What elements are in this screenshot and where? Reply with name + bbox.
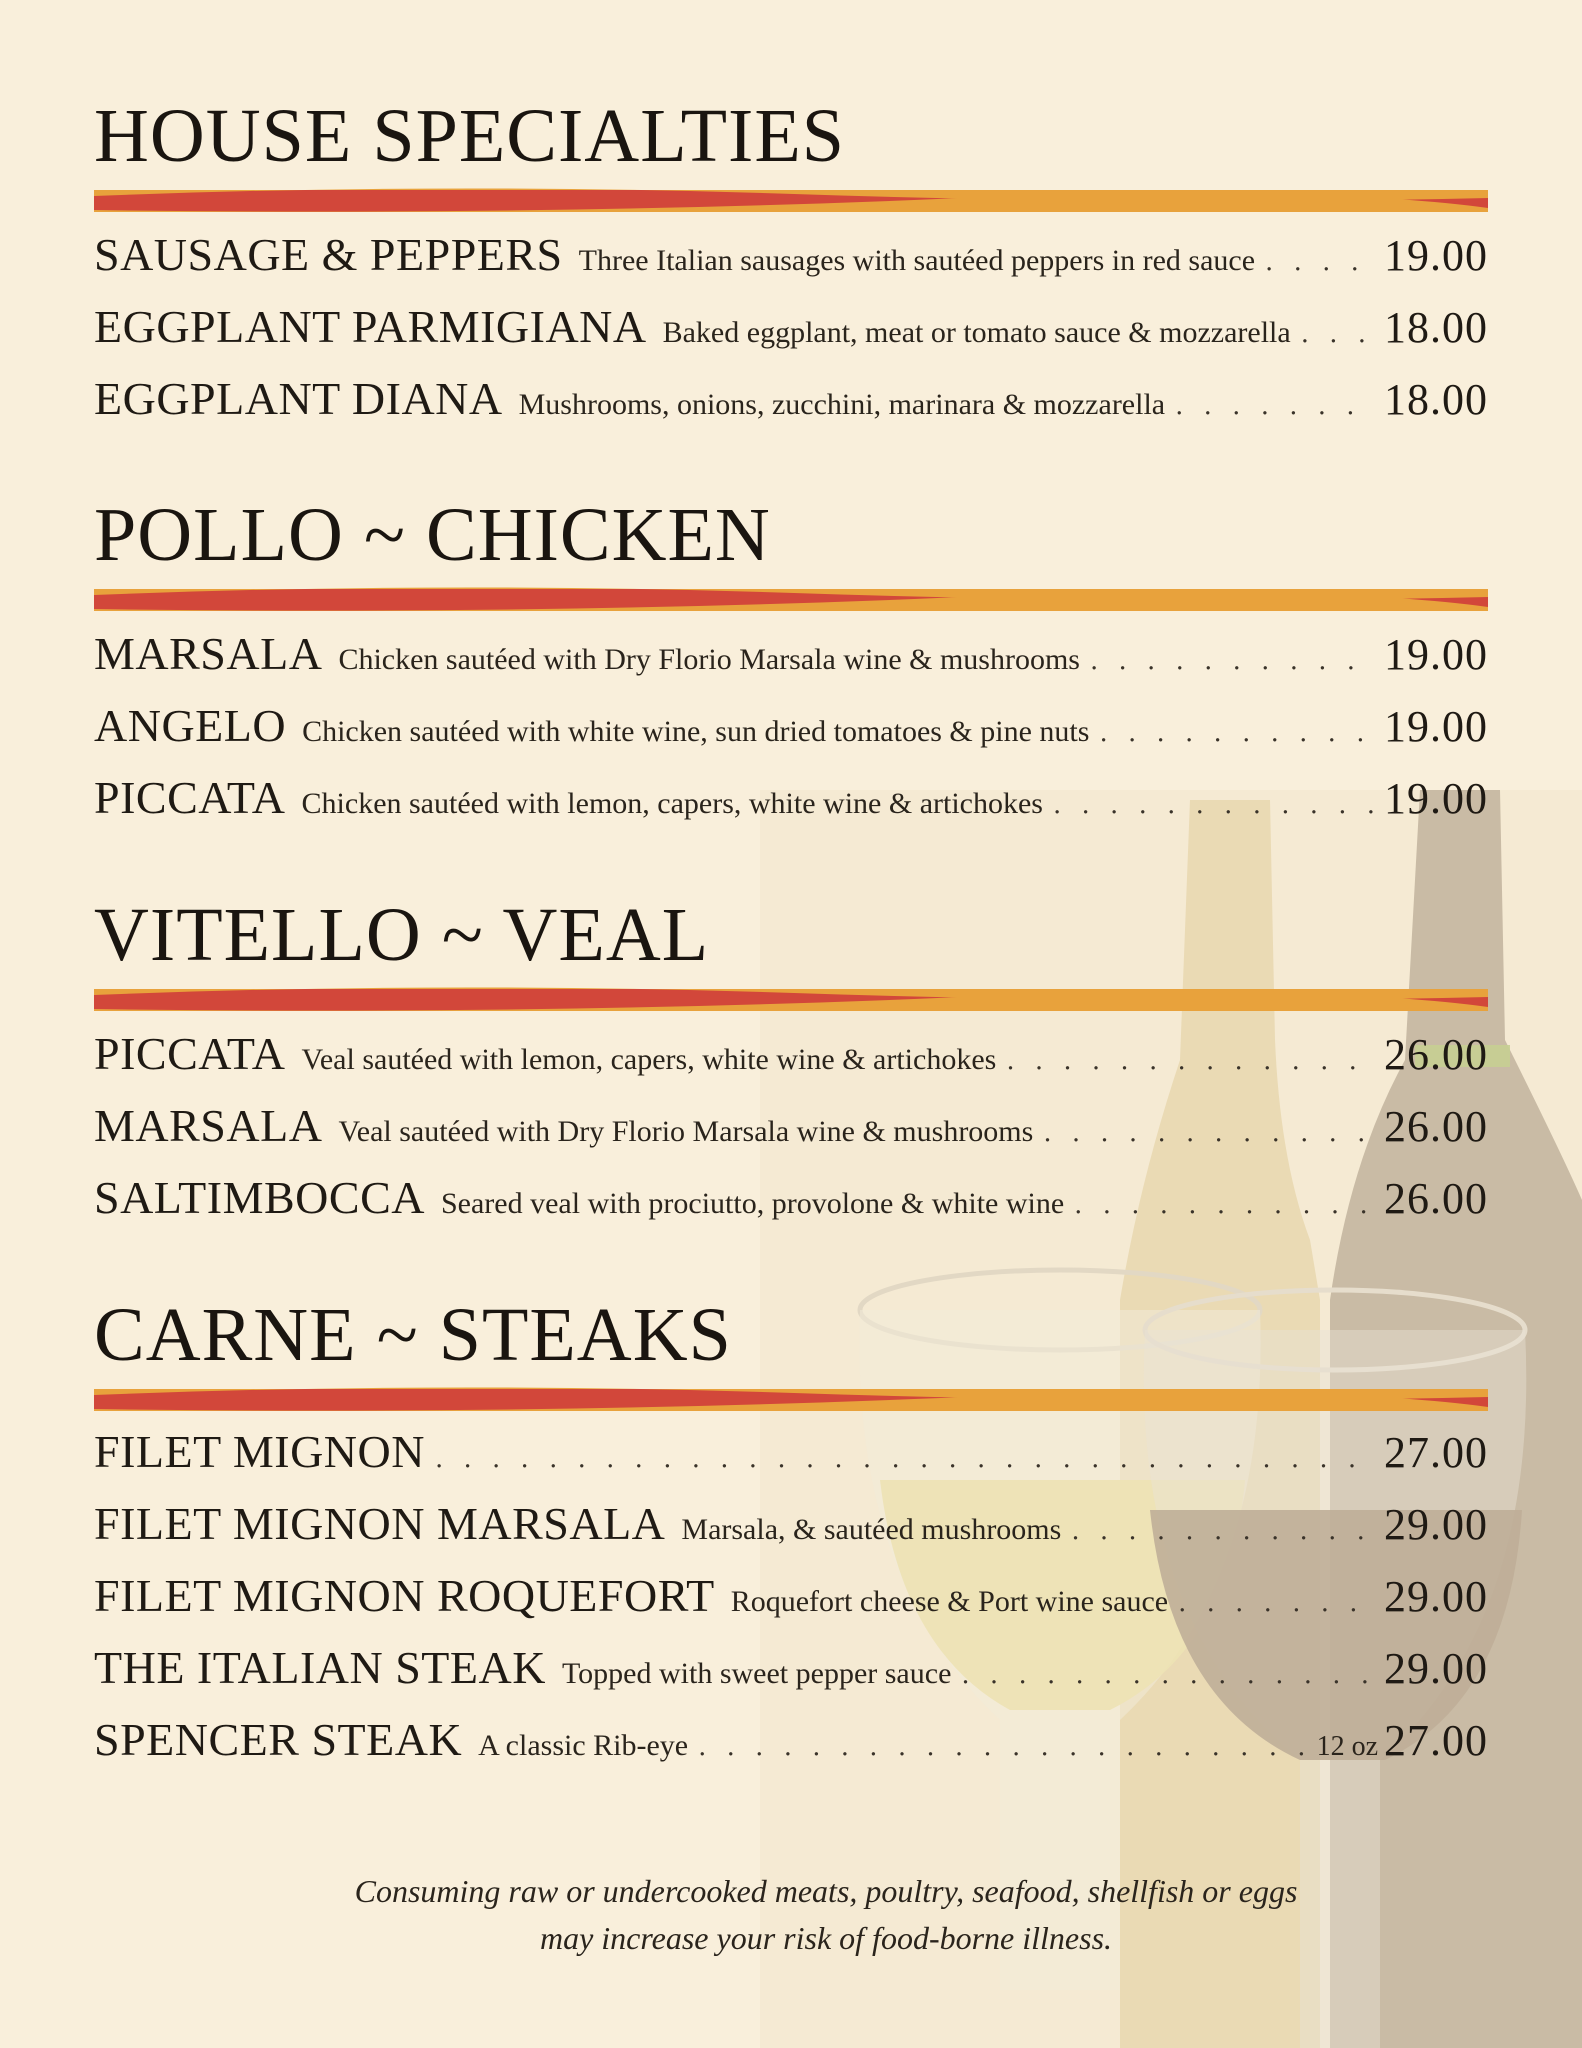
menu-item (94, 1641, 1488, 1705)
item-price: 19.00 (1384, 630, 1488, 679)
item-description: Three Italian sausages with sautéed peppers in red sauce (578, 244, 1256, 277)
notice-line-2: may increase your risk of food-borne illness. (539, 1920, 1113, 1956)
item-description: Veal sautéed with Dry Florio Marsala wine & mushrooms (338, 1115, 1034, 1148)
item-price: 29.00 (1384, 1644, 1488, 1693)
item-price: 26.00 (1384, 1102, 1488, 1151)
dot-leader (1099, 718, 1374, 748)
dot-leader (1071, 1516, 1374, 1546)
dot-leader (1074, 1190, 1374, 1220)
item-price: 27.00 (1384, 1428, 1488, 1477)
dot-leader (1178, 1588, 1374, 1618)
section-title: CARNE ~ STEAKS (94, 1293, 732, 1377)
item-description: Marsala, & sautéed mushrooms (681, 1513, 1062, 1546)
menu-item (94, 699, 1488, 763)
menu-item (94, 1425, 1488, 1489)
notice-line-1: Consuming raw or undercooked meats, poultry, seafood, shellfish or eggs (354, 1873, 1298, 1909)
decorative-divider-band (94, 585, 1488, 613)
item-name: FILET MIGNON ROQUEFORT (94, 1570, 715, 1621)
item-description: Chicken sautéed with Dry Florio Marsala wine & mushrooms (338, 643, 1080, 676)
dot-leader (1175, 391, 1374, 421)
food-safety-notice (0, 1868, 1582, 1962)
menu-item (94, 372, 1488, 436)
item-description: Topped with sweet pepper sauce (561, 1657, 952, 1690)
item-name: MARSALA (94, 628, 323, 679)
item-description: Baked eggplant, meat or tomato sauce & mozzarella (662, 316, 1291, 349)
section-title: VITELLO ~ VEAL (94, 893, 710, 977)
item-price: 29.00 (1384, 1500, 1488, 1549)
item-name: FILET MIGNON (94, 1426, 425, 1477)
menu-item (94, 228, 1488, 292)
item-portion-size: 12 oz (1316, 1731, 1378, 1762)
menu-item (94, 1569, 1488, 1633)
item-name: ANGELO (94, 700, 287, 751)
menu-item (94, 1027, 1488, 1091)
item-name: PICCATA (94, 772, 286, 823)
section-carne-steaks (94, 1293, 1488, 1765)
dot-leader (1301, 319, 1374, 349)
item-name: SPENCER STEAK (94, 1714, 463, 1765)
item-name: EGGPLANT PARMIGIANA (94, 301, 647, 352)
menu-item (94, 1171, 1488, 1235)
item-price: 19.00 (1384, 774, 1488, 823)
section-title: POLLO ~ CHICKEN (94, 493, 771, 577)
menu-item (94, 1713, 1488, 1777)
item-name: MARSALA (94, 1100, 323, 1151)
item-name: EGGPLANT DIANA (94, 373, 503, 424)
item-price: 29.00 (1384, 1572, 1488, 1621)
item-name: PICCATA (94, 1028, 286, 1079)
item-price: 27.00 (1384, 1716, 1488, 1765)
item-name: SALTIMBOCCA (94, 1172, 425, 1223)
item-description: A classic Rib-eye (478, 1729, 689, 1762)
item-description: Veal sautéed with lemon, capers, white wine & artichokes (301, 1043, 997, 1076)
item-description: Roquefort cheese & Port wine sauce (730, 1585, 1169, 1618)
item-price: 26.00 (1384, 1174, 1488, 1223)
item-price: 19.00 (1384, 231, 1488, 280)
dot-leader (1053, 790, 1374, 820)
menu-item (94, 300, 1488, 364)
item-price: 19.00 (1384, 702, 1488, 751)
dot-leader (1043, 1118, 1374, 1148)
menu-item (94, 1099, 1488, 1163)
dot-leader (1265, 247, 1374, 277)
dot-leader (1006, 1046, 1374, 1076)
item-name: SAUSAGE & PEPPERS (94, 229, 563, 280)
section-vitello-veal (94, 893, 1488, 1223)
menu-item (94, 771, 1488, 835)
item-price: 26.00 (1384, 1030, 1488, 1079)
section-title: HOUSE SPECIALTIES (94, 94, 846, 178)
item-description: Seared veal with prociutto, provolone & white wine (440, 1187, 1065, 1220)
menu-item (94, 627, 1488, 691)
item-price: 18.00 (1384, 303, 1488, 352)
dot-leader (1090, 646, 1374, 676)
decorative-divider-band (94, 1385, 1488, 1413)
section-pollo-chicken (94, 493, 1488, 823)
item-price: 18.00 (1384, 375, 1488, 424)
dot-leader (698, 1732, 1306, 1762)
item-name: FILET MIGNON MARSALA (94, 1498, 666, 1549)
item-name: THE ITALIAN STEAK (94, 1642, 546, 1693)
dot-leader (435, 1444, 1374, 1474)
decorative-divider-band (94, 186, 1488, 214)
section-house-specialties (94, 94, 1488, 424)
decorative-divider-band (94, 985, 1488, 1013)
item-description: Chicken sautéed with white wine, sun dried tomatoes & pine nuts (302, 715, 1090, 748)
dot-leader (961, 1660, 1374, 1690)
item-description: Mushrooms, onions, zucchini, marinara & mozzarella (518, 388, 1166, 421)
item-description: Chicken sautéed with lemon, capers, white wine & artichokes (301, 787, 1043, 820)
menu-item (94, 1497, 1488, 1561)
